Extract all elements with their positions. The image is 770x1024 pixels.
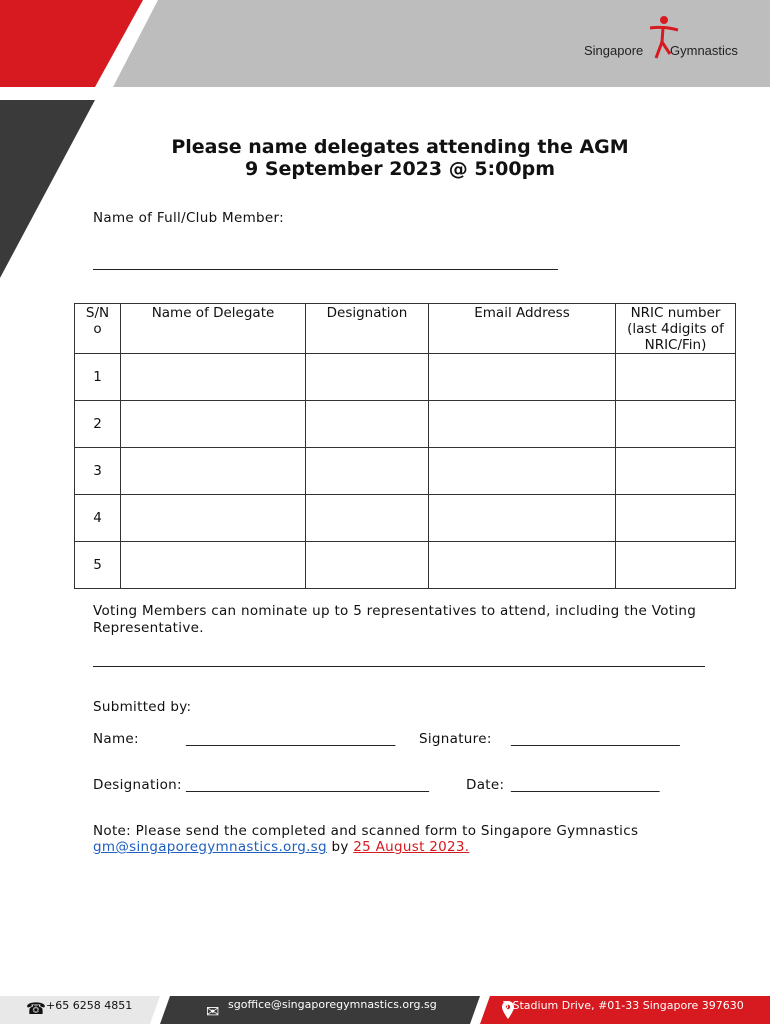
table-row [75, 354, 736, 401]
name-field[interactable]: _______________________________ [186, 731, 396, 747]
row-number: 2 [75, 401, 121, 448]
designation-cell[interactable] [306, 495, 429, 542]
col-header-email-text: Email Address [474, 305, 570, 321]
member-name-line[interactable] [93, 269, 558, 270]
email-link[interactable]: gm@singaporegymnastics.org.sg [93, 839, 327, 855]
nric-cell[interactable] [616, 448, 736, 495]
delegate-name-cell[interactable] [121, 542, 306, 589]
designation-cell[interactable] [306, 448, 429, 495]
signature-field[interactable]: _________________________ [511, 731, 680, 747]
designation-field[interactable]: ____________________________________ [186, 777, 429, 793]
deadline-date: 25 August 2023. [353, 839, 470, 855]
date-label: Date: [466, 777, 505, 793]
logo-word-gymnastics: Gymnastics [670, 43, 738, 58]
footer-email: sgoffice@singaporegymnastics.org.sg [228, 998, 437, 1011]
phone-icon: ☎ [26, 999, 46, 1018]
table-row [75, 448, 736, 495]
row-number: 3 [75, 448, 121, 495]
email-cell[interactable] [429, 448, 616, 495]
logo-word-singapore: Singapore [584, 43, 644, 58]
logo [584, 18, 754, 68]
designation-cell[interactable] [306, 542, 429, 589]
delegates-table [74, 303, 736, 589]
table-row [75, 542, 736, 589]
col-header-name-text: Name of Delegate [151, 305, 275, 321]
delegate-name-cell[interactable] [121, 354, 306, 401]
mail-icon: ✉ [206, 1002, 220, 1021]
divider-line [93, 666, 705, 667]
col-header-designation [306, 304, 429, 354]
designation-label: Designation: [93, 777, 182, 793]
note-line-1: Note: Please send the completed and scanned form to Singapore Gymnastics [93, 823, 639, 839]
row-number: 5 [75, 542, 121, 589]
col-header-nric-l2: (last 4digits of [627, 321, 724, 337]
side-dark-wedge [0, 100, 95, 278]
signature-label: Signature: [419, 731, 492, 747]
table-header-row [75, 304, 736, 354]
note-by: by [331, 839, 349, 855]
col-header-nric-l3: NRIC/Fin) [644, 337, 707, 353]
page-title-line-1: Please name delegates attending the AGM [171, 136, 629, 158]
col-header-sn-l2: o [93, 321, 102, 337]
voting-note-line-2: Representative. [93, 620, 204, 636]
nric-cell[interactable] [616, 354, 736, 401]
designation-cell[interactable] [306, 401, 429, 448]
footer-phone: +65 6258 4851 [46, 999, 133, 1012]
email-cell[interactable] [429, 401, 616, 448]
email-cell[interactable] [429, 495, 616, 542]
designation-cell[interactable] [306, 354, 429, 401]
date-field[interactable]: ______________________ [511, 777, 660, 793]
member-label: Name of Full/Club Member: [93, 210, 284, 226]
col-header-designation-text: Designation [326, 305, 408, 321]
page-title-line-2: 9 September 2023 @ 5:00pm [244, 158, 555, 180]
col-header-nric [616, 304, 736, 354]
table-row [75, 495, 736, 542]
row-number: 4 [75, 495, 121, 542]
row-number: 1 [75, 354, 121, 401]
footer-address: 3 Stadium Drive, #01-33 Singapore 397630 [502, 999, 744, 1012]
voting-note-line-1: Voting Members can nominate up to 5 representatives to attend, including the Voting [93, 603, 697, 619]
col-header-name [121, 304, 306, 354]
delegate-name-cell[interactable] [121, 448, 306, 495]
email-cell[interactable] [429, 354, 616, 401]
col-header-sn-l1: S/N [85, 305, 110, 321]
nric-cell[interactable] [616, 542, 736, 589]
email-cell[interactable] [429, 542, 616, 589]
note-line-2 [93, 839, 469, 855]
col-header-email [429, 304, 616, 354]
table-row [75, 401, 736, 448]
submitted-by-label: Submitted by: [93, 699, 192, 715]
delegate-name-cell[interactable] [121, 495, 306, 542]
col-header-sn [75, 304, 121, 354]
col-header-nric-l1: NRIC number [630, 305, 721, 321]
name-label: Name: [93, 731, 139, 747]
delegate-name-cell[interactable] [121, 401, 306, 448]
nric-cell[interactable] [616, 401, 736, 448]
nric-cell[interactable] [616, 495, 736, 542]
